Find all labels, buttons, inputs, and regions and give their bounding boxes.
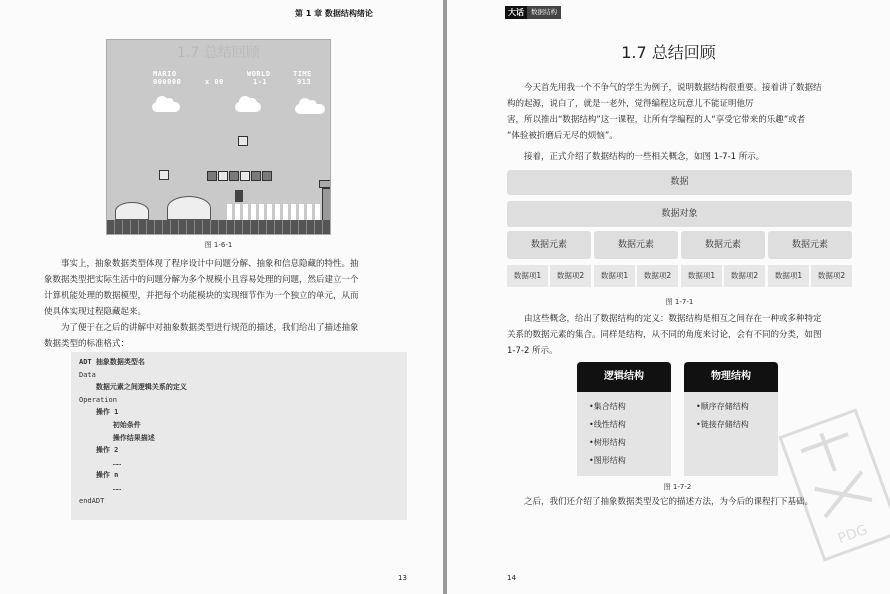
text-line: 使具体实现过程隐藏起来。 bbox=[44, 307, 147, 317]
fence-icon bbox=[227, 204, 331, 220]
data-item-cell: 数据项2 bbox=[811, 265, 852, 287]
logical-item: •线性结构 bbox=[589, 420, 626, 429]
pipe-icon bbox=[319, 180, 331, 188]
faded-title: 1.7 总结回顾 bbox=[177, 45, 260, 61]
watermark-text: PDG bbox=[835, 521, 870, 548]
figure-caption: 图 1-7-1 bbox=[665, 298, 694, 306]
data-item-cell: 数据项2 bbox=[550, 265, 591, 287]
data-element-box: 数据元素 bbox=[768, 231, 852, 259]
code-line: 数据元素之间逻辑关系的定义 bbox=[79, 383, 187, 392]
logical-structure-title: 逻辑结构 bbox=[577, 362, 671, 392]
code-line: …… bbox=[79, 458, 122, 467]
cloud-icon bbox=[152, 102, 180, 112]
physical-item: •链接存储结构 bbox=[696, 420, 749, 429]
level-data-object: 数据对象 bbox=[507, 201, 852, 227]
question-block-icon bbox=[240, 171, 250, 181]
text-line: 数据类型的标准格式： bbox=[44, 339, 130, 349]
question-block-icon bbox=[238, 136, 248, 146]
code-line: ADT 抽象数据类型名 bbox=[79, 358, 145, 366]
brick-icon bbox=[229, 171, 239, 181]
paragraph-adt-format bbox=[44, 320, 414, 352]
left-page bbox=[0, 0, 443, 594]
paragraph-summary bbox=[507, 80, 852, 144]
data-item-cell: 数据项1 bbox=[768, 265, 809, 287]
logical-item: •树形结构 bbox=[589, 438, 626, 447]
text-line: 关系的数据元素的集合。同样是结构，从不同的角度来讨论，会有不同的分类，如图 bbox=[507, 330, 822, 340]
brick-icon bbox=[262, 171, 272, 181]
cloud-icon bbox=[235, 102, 261, 112]
logo-main: 大话 bbox=[505, 6, 527, 19]
figure-caption: 图 1-6-1 bbox=[204, 241, 233, 249]
paragraph-abstraction bbox=[44, 256, 414, 320]
game-screenshot-figure bbox=[106, 39, 331, 235]
question-block-icon bbox=[218, 171, 228, 181]
hud-time-value: 913 bbox=[297, 78, 312, 86]
data-element-box: 数据元素 bbox=[681, 231, 765, 259]
physical-item: •顺序存储结构 bbox=[696, 402, 749, 411]
section-title: 1.7 总结回顾 bbox=[621, 43, 716, 62]
book-logo bbox=[505, 6, 561, 19]
figure-caption: 图 1-7-2 bbox=[663, 483, 692, 491]
text-line: 构的起源，说白了，就是一老外，觉得编程这玩意儿不能证明他厉 bbox=[507, 99, 754, 109]
hud-mario-label: MARIO bbox=[153, 70, 177, 78]
hud-world-value: 1-1 bbox=[253, 78, 268, 86]
text-line: 害，所以推出“数据结构”这一课程，让所有学编程的人“享受它带来的乐趣”或者 bbox=[507, 115, 806, 125]
code-line: 操作 1 bbox=[79, 408, 119, 417]
data-item-cell: 数据项2 bbox=[637, 265, 678, 287]
text-line: 1-7-2 所示。 bbox=[507, 346, 558, 356]
page-number: 13 bbox=[398, 574, 407, 582]
data-item-cell: 数据项1 bbox=[681, 265, 722, 287]
data-element-box: 数据元素 bbox=[594, 231, 678, 259]
pipe-body bbox=[322, 188, 331, 224]
code-line: endADT bbox=[79, 496, 105, 505]
logical-item: •图形结构 bbox=[589, 456, 626, 465]
physical-structure-card bbox=[684, 362, 778, 476]
hud-time bbox=[293, 70, 312, 86]
cloud-icon bbox=[295, 104, 325, 114]
level-data: 数据 bbox=[507, 170, 852, 195]
code-line: Data bbox=[79, 370, 96, 379]
hill-icon bbox=[167, 196, 211, 220]
code-line: …… bbox=[79, 483, 122, 492]
hud-world-label: WORLD bbox=[247, 70, 271, 78]
adt-code-block bbox=[71, 352, 407, 520]
text-line: 象数据类型把实际生活中的问题分解为多个规模小且容易处理的问题，然后建立一个 bbox=[44, 275, 359, 285]
paragraph-concepts: 接着，正式介绍了数据结构的一些相关概念，如图 1-7-1 所示。 bbox=[524, 152, 765, 162]
data-item-cell: 数据项2 bbox=[724, 265, 765, 287]
logo-sub: 数据结构 bbox=[527, 6, 561, 19]
hud-score: 000000 bbox=[153, 78, 182, 86]
text-line: 为了便于在之后的讲解中对抽象数据类型进行规范的描述，我们给出了描述抽象 bbox=[61, 323, 359, 333]
hud-world bbox=[247, 70, 271, 86]
code-line: 操作结果描述 bbox=[79, 433, 155, 442]
chapter-header: 第 1 章 数据结构绪论 bbox=[295, 9, 373, 18]
text-line: 由这些概念，给出了数据结构的定义：数据结构是相互之间存在一种或多种特定 bbox=[524, 314, 822, 324]
text-line: 事实上，抽象数据类型体现了程序设计中问题分解、抽象和信息隐藏的特性。抽 bbox=[61, 259, 359, 269]
hill-icon bbox=[115, 202, 149, 220]
page-number: 14 bbox=[507, 574, 516, 582]
logical-structure-card bbox=[577, 362, 671, 476]
text-line: 计算机能处理的数据模型，并把每个功能模块的实现细节作为一个独立的单元，从而 bbox=[44, 291, 359, 301]
data-element-box: 数据元素 bbox=[507, 231, 591, 259]
mario-icon bbox=[235, 190, 243, 202]
code-line: 操作 n bbox=[79, 471, 119, 480]
paragraph-closing: 之后，我们还介绍了抽象数据类型及它的描述方法，为今后的课程打下基础。 bbox=[524, 497, 814, 507]
text-line: 今天首先用我一个不争气的学生为例子，说明数据结构很重要。接着讲了数据结 bbox=[524, 83, 822, 93]
brick-icon bbox=[251, 171, 261, 181]
logical-item: •集合结构 bbox=[589, 402, 626, 411]
data-item-cell: 数据项1 bbox=[594, 265, 635, 287]
text-line: “体验被折磨后无尽的烦恼”。 bbox=[507, 131, 618, 141]
physical-structure-title: 物理结构 bbox=[684, 362, 778, 392]
ground-icon bbox=[107, 220, 331, 234]
question-block-icon bbox=[159, 170, 169, 180]
data-item-cell: 数据项1 bbox=[507, 265, 548, 287]
paragraph-definition bbox=[507, 311, 852, 359]
hud-time-label: TIME bbox=[293, 70, 312, 78]
code-line: 初始条件 bbox=[79, 420, 141, 429]
hud-coins: x 00 bbox=[205, 78, 224, 86]
hud-mario bbox=[153, 70, 181, 86]
code-line: Operation bbox=[79, 395, 117, 404]
brick-icon bbox=[207, 171, 217, 181]
code-line: 操作 2 bbox=[79, 446, 119, 455]
